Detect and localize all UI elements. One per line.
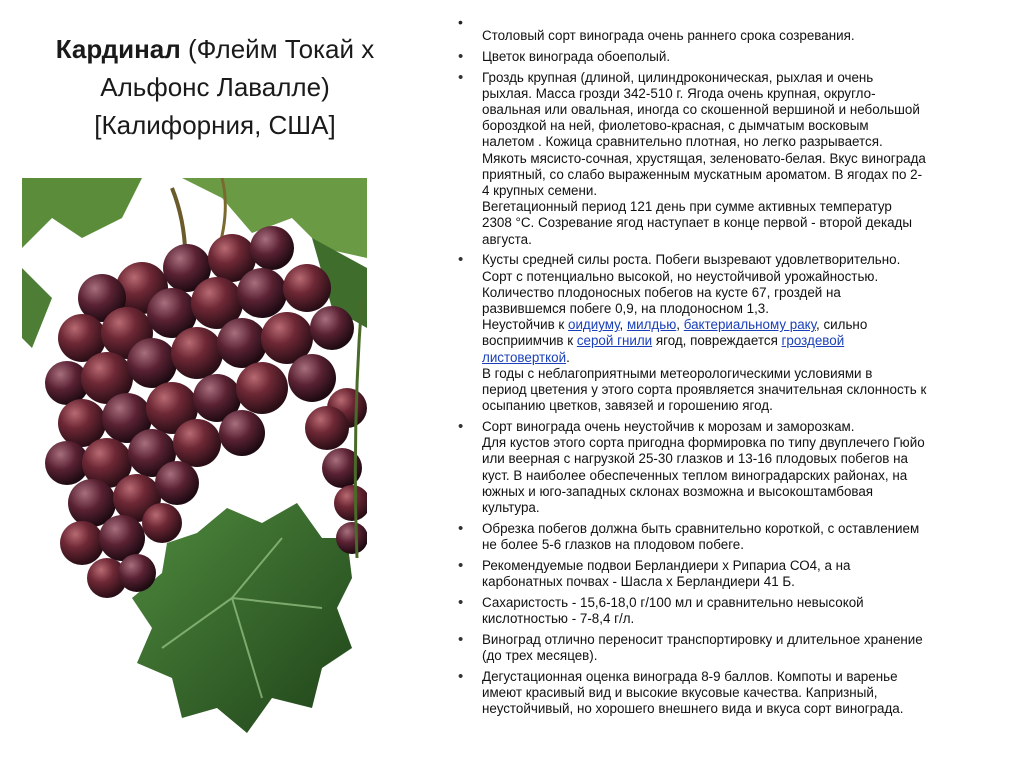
list-item: • Рекомендуемые подвои Берландиери х Рипариа СО4, а на карбонатных почвах - Шасла х Берландиери 41 Б. [458,558,1006,590]
grape-cluster-photo [22,178,367,748]
link-grape-moth-1[interactable]: гроздевой [781,333,845,349]
link-oidium[interactable]: оидиуму [568,317,620,333]
empty-bullet: • [458,14,463,30]
link-bacterial-cancer[interactable]: бактериальному раку [683,317,817,333]
diseases-line-1: Неустойчив к оидиуму, милдью, бактериальному раку, сильно [482,317,868,333]
title-line-2: Альфонс Лавалле) [100,72,330,102]
diseases-line-3: листоверткой. [482,349,570,365]
description-list [458,28,1006,717]
list-item: • Дегустационная оценка винограда 8-9 баллов. Компоты и варенье имеют красивый вид и высокие вкусовые качества. Капризный, неустойчивый, но хорошего внешнего вида и вкуса сорт винограда. [458,669,1006,718]
slide-title [40,30,390,144]
list-item: • Цветок винограда обоеполый. [458,49,1006,65]
list-item: • Виноград отлично переносит транспортировку и длительное хранение (до трех месяцев). [458,632,1006,664]
list-item: • Кусты средней силы роста. Побеги вызревают удовлетворительно. Сорт с потенциально высокой, но неустойчивой урожайностью. Количество плодоносных побегов на кусте 67, гроздей на развившемся побеге 0,9, на плодоносном 1,3. Неустойчив к оидиуму, милдью, бактериальному раку, сильно восприимчив к серой гнили ягод, повреждается гроздевой листоверткой. В годы с неблагоприятными метеорологическими условиями в период цветения у этого сорта проявляется значительная склонность к осыпанию цветков, завязей и горошению ягод. [458,252,1006,414]
title-variety-name: Кардинал [55,34,181,64]
list-item: Столовый сорт винограда очень раннего срока созревания. [482,28,855,43]
list-item: • Обрезка побегов должна быть сравнительно короткой, с оставлением не более 5-6 глазков на плодовом побеге. [458,521,1006,553]
list-item: • Сахаристость - 15,6-18,0 г/100 мл и сравнительно невысокой кислотностью - 7-8,4 г/л. [458,595,1006,627]
link-grape-moth-2[interactable]: листоверткой [482,349,567,365]
variety-description [458,14,1006,722]
link-mildew[interactable]: милдью [626,317,677,333]
list-item: • Сорт винограда очень неустойчив к морозам и заморозкам. Для кустов этого сорта пригодна формировка по типу двуплечего Гюйо или веерная с нагрузкой 25-30 глазков и 13-16 плодовых побегов на куст. В наиболее обеспеченных теплом виноградарских районах, на южных и юго-западных склонах возможна и высокоштамбовая культура. [458,419,1006,516]
title-line-3: [Калифорния, США] [94,110,336,140]
title-parentage-part1: (Флейм Токай х [180,34,375,64]
diseases-line-2: восприимчив к серой гнили ягод, повреждается гроздевой [482,333,845,349]
link-gray-rot[interactable]: серой гнили [576,333,653,349]
title-line-1 [40,30,390,68]
list-item: • Гроздь крупная (длиной, цилиндроконическая, рыхлая и очень рыхлая. Масса грозди 342-510 г. Ягода очень крупная, округло- овальная или овальная, иногда со скошенной вершиной и небольшой бороздкой на ней, фиолетово-красная, с дымчатым восковым налетом . Кожица сравнительно плотная, но легко разрывается. Мякоть мясисто-сочная, хрустящая, зеленовато-белая. Вкус винограда приятный, со слабо выраженным мускатным ароматом. В ягодах по 2- 4 крупных семени. Вегетационный период 121 день при сумме активных температур 2308 °С. Созревание ягод наступает в конце первой - второй декады августа. [458,70,1006,248]
